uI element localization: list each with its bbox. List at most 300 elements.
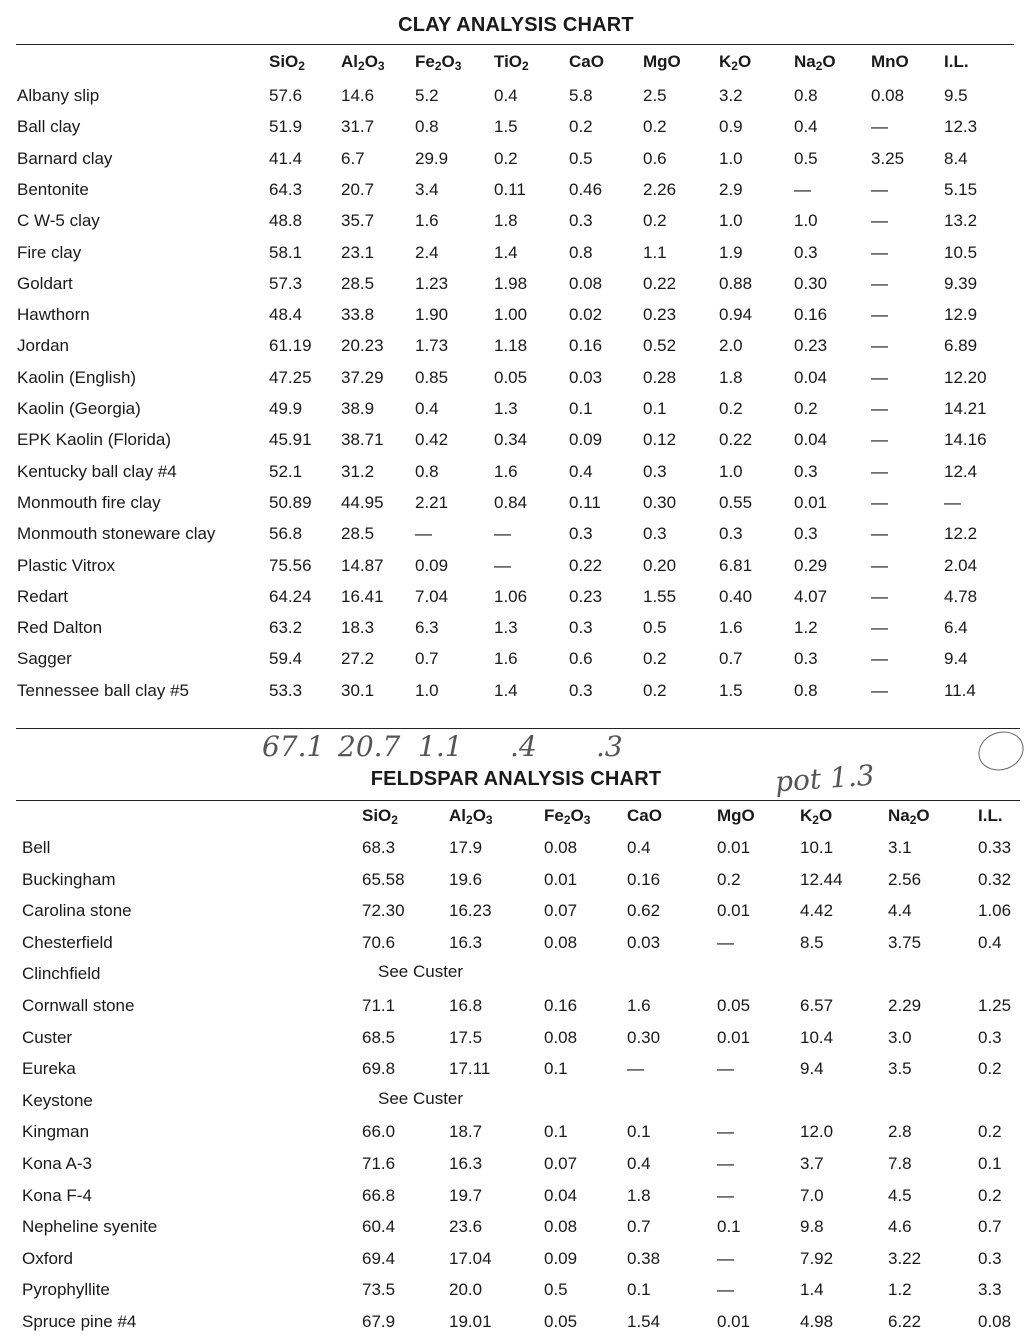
clay-cell: 64.24 — [269, 586, 312, 606]
feldspar-cell: 0.7 — [627, 1217, 651, 1237]
clay-cell: 9.4 — [944, 649, 968, 669]
clay-cell: 1.8 — [719, 367, 743, 387]
clay-cell: 0.2 — [643, 649, 667, 669]
clay-cell: — — [871, 242, 888, 262]
clay-cell: 0.3 — [643, 524, 667, 544]
clay-cell: 0.22 — [569, 555, 603, 575]
feldspar-cell: — — [717, 932, 734, 952]
feldspar-cell: 17.11 — [449, 1059, 491, 1079]
feldspar-cell: 1.8 — [627, 1185, 651, 1205]
handwritten-value: 20.7 — [338, 730, 401, 763]
clay-cell: 0.94 — [719, 305, 753, 325]
clay-cell: 1.1 — [643, 242, 667, 262]
feldspar-cell: 19.01 — [449, 1312, 492, 1331]
clay-col-header: SiO$_2$ — [269, 52, 305, 73]
clay-col-header: MnO — [871, 52, 909, 71]
feldspar-cell: 3.5 — [888, 1059, 912, 1079]
clay-cell: 38.71 — [341, 430, 384, 450]
clay-cell: 2.5 — [643, 86, 667, 105]
feldspar-col-header: $Al_2O_3$ — [449, 806, 493, 827]
clay-row-name: Bentonite — [17, 179, 89, 199]
clay-row-name: Hawthorn — [17, 305, 90, 325]
feldspar-cell: 0.3 — [978, 1248, 1002, 1268]
clay-cell: 3.25 — [871, 148, 905, 168]
subscript: 2 — [815, 59, 823, 73]
clay-cell: 0.4 — [415, 399, 439, 418]
clay-cell: 1.5 — [719, 680, 743, 700]
feldspar-row-name: Buckingham — [22, 869, 116, 889]
feldspar-cell: — — [717, 1280, 734, 1300]
clay-cell: — — [871, 586, 888, 606]
clay-cell: 0.3 — [794, 242, 818, 262]
feldspar-cell: 19.6 — [449, 869, 483, 889]
clay-cell: — — [494, 555, 511, 575]
subscript: 2 — [466, 813, 473, 827]
clay-cell: 0.9 — [719, 117, 743, 137]
handwritten-value: .4 — [510, 730, 537, 763]
feldspar-cell: 3.75 — [888, 932, 922, 952]
clay-cell: — — [871, 649, 888, 669]
feldspar-cell: 60.4 — [362, 1217, 396, 1237]
clay-row-name: Kaolin (Georgia) — [17, 399, 141, 418]
feldspar-col-header: $Na_2O$ — [888, 806, 930, 827]
clay-cell: 1.3 — [494, 618, 518, 638]
clay-cell: 6.4 — [944, 618, 968, 638]
clay-cell: 0.34 — [494, 430, 528, 450]
clay-cell: 58.1 — [269, 242, 303, 262]
clay-cell: 20.23 — [341, 336, 384, 356]
feldspar-cell: 0.05 — [544, 1312, 578, 1331]
clay-cell: 38.9 — [341, 399, 375, 418]
clay-row-name: Redart — [17, 586, 69, 606]
subscript: 2 — [909, 813, 917, 827]
clay-cell: 63.2 — [269, 618, 303, 638]
clay-cell: 41.4 — [269, 148, 303, 168]
clay-col-header: MgO — [643, 52, 681, 71]
feldspar-cell: 7.8 — [888, 1154, 912, 1173]
clay-cell: 1.23 — [415, 273, 449, 293]
subscript: 3 — [454, 59, 462, 73]
clay-row-name: Ball clay — [17, 117, 81, 137]
clay-cell: 48.8 — [269, 211, 303, 231]
clay-cell: 1.6 — [415, 211, 439, 231]
clay-cell: 2.04 — [944, 555, 978, 575]
feldspar-cell: 73.5 — [362, 1280, 396, 1300]
feldspar-cell: 0.16 — [544, 996, 578, 1015]
feldspar-cell: 0.09 — [544, 1248, 578, 1268]
feldspar-cell: 0.01 — [717, 901, 751, 921]
clay-cell: 0.04 — [794, 367, 828, 387]
subscript: 2 — [522, 59, 529, 73]
subscript: 2 — [731, 59, 738, 73]
clay-row-name: Plastic Vitrox — [17, 555, 115, 575]
clay-cell: 0.2 — [643, 117, 667, 137]
clay-cell: — — [871, 680, 888, 700]
clay-cell: 1.4 — [494, 242, 518, 262]
feldspar-cell: 0.4 — [627, 1154, 651, 1173]
clay-cell: 57.3 — [269, 273, 303, 293]
clay-cell: 0.1 — [643, 399, 667, 418]
clay-cell: 0.3 — [794, 649, 818, 669]
clay-cell: — — [871, 399, 888, 418]
clay-cell: 0.42 — [415, 430, 449, 450]
clay-row-name: Albany slip — [17, 86, 100, 105]
clay-cell: 20.7 — [341, 179, 375, 199]
clay-chart-title: CLAY ANALYSIS CHART — [398, 14, 634, 36]
feldspar-cell: 0.3 — [978, 1027, 1002, 1047]
feldspar-cell: 0.32 — [978, 869, 1012, 889]
feldspar-row-name: Eureka — [22, 1059, 76, 1079]
feldspar-row-name: Chesterfield — [22, 932, 113, 952]
feldspar-row-name: Kingman — [22, 1122, 90, 1142]
feldspar-header-rule — [16, 800, 1020, 801]
feldspar-cell: 16.8 — [449, 996, 483, 1015]
clay-cell: 0.85 — [415, 367, 449, 387]
clay-cell: 37.29 — [341, 367, 384, 387]
clay-cell: 0.04 — [794, 430, 828, 450]
feldspar-cell: 0.01 — [717, 838, 751, 857]
feldspar-row-name: Bell — [22, 838, 51, 857]
clay-cell: 53.3 — [269, 680, 303, 700]
subscript: 3 — [583, 813, 591, 827]
clay-row-name: Monmouth stoneware clay — [17, 524, 216, 544]
clay-cell: 0.8 — [415, 461, 439, 481]
clay-cell: 1.0 — [415, 680, 439, 700]
subscript: 2 — [391, 813, 398, 827]
feldspar-cell: 66.0 — [362, 1122, 396, 1142]
clay-cell: 12.4 — [944, 461, 978, 481]
section-divider — [16, 728, 1020, 729]
clay-row-name: Goldart — [17, 273, 73, 293]
clay-cell: 12.2 — [944, 524, 978, 544]
feldspar-cell: — — [717, 1059, 734, 1079]
feldspar-cell: 23.6 — [449, 1217, 483, 1237]
clay-cell: 0.40 — [719, 586, 753, 606]
feldspar-cell: 68.3 — [362, 838, 396, 857]
clay-cell: 44.95 — [341, 492, 384, 512]
clay-cell: 0.5 — [794, 148, 818, 168]
feldspar-col-header: SiO$_2$ — [362, 806, 398, 827]
clay-cell: 1.0 — [719, 461, 743, 481]
clay-row-name: Red Dalton — [17, 618, 103, 638]
feldspar-cell: 67.9 — [362, 1312, 396, 1331]
clay-cell: 27.2 — [341, 649, 375, 669]
clay-cell: 1.98 — [494, 273, 528, 293]
clay-cell: — — [871, 524, 888, 544]
clay-cell: 1.00 — [494, 305, 528, 325]
clay-cell: 57.6 — [269, 86, 303, 105]
clay-cell: 0.05 — [494, 367, 528, 387]
feldspar-cell: 2.56 — [888, 869, 922, 889]
feldspar-cell: 0.4 — [978, 932, 1002, 952]
feldspar-cell: 6.57 — [800, 996, 834, 1015]
clay-cell: 8.4 — [944, 148, 968, 168]
clay-cell: 0.28 — [643, 367, 677, 387]
feldspar-cell: 8.5 — [800, 932, 824, 952]
clay-cell: 0.16 — [794, 305, 828, 325]
clay-cell: 0.22 — [643, 273, 677, 293]
feldspar-cell: 12.0 — [800, 1122, 834, 1142]
clay-cell: 1.9 — [719, 242, 743, 262]
clay-cell: 1.6 — [494, 649, 518, 669]
feldspar-cell: 0.01 — [717, 1027, 751, 1047]
clay-cell: — — [494, 524, 511, 544]
clay-col-header: TiO$_2$ — [494, 52, 529, 73]
clay-cell: 1.6 — [494, 461, 518, 481]
clay-cell: 0.3 — [569, 680, 593, 700]
clay-cell: 16.41 — [341, 586, 384, 606]
clay-cell: 0.11 — [569, 492, 601, 512]
feldspar-row-name: Pyrophyllite — [22, 1280, 110, 1300]
clay-cell: 0.30 — [643, 492, 677, 512]
feldspar-cell: 20.0 — [449, 1280, 483, 1300]
clay-row-name: Kentucky ball clay #4 — [17, 461, 177, 481]
feldspar-row-name: Spruce pine #4 — [22, 1312, 137, 1331]
feldspar-cell: 2.29 — [888, 996, 922, 1015]
feldspar-cell: 3.0 — [888, 1027, 912, 1047]
clay-cell: 0.4 — [494, 86, 518, 105]
clay-cell: 64.3 — [269, 179, 303, 199]
subscript: 2 — [812, 813, 819, 827]
clay-cell: 0.11 — [494, 179, 526, 199]
clay-cell: 3.4 — [415, 179, 439, 199]
clay-cell: 1.6 — [719, 618, 743, 638]
feldspar-cell: 7.0 — [800, 1185, 824, 1205]
feldspar-cell: — — [717, 1122, 734, 1142]
clay-cell: 9.39 — [944, 273, 978, 293]
feldspar-cell: 17.9 — [449, 838, 483, 857]
feldspar-cell: 66.8 — [362, 1185, 396, 1205]
feldspar-cell: 0.1 — [978, 1154, 1002, 1173]
handwritten-value: 1.1 — [418, 730, 463, 763]
clay-cell: 49.9 — [269, 399, 303, 418]
clay-row-name: Barnard clay — [17, 148, 113, 168]
clay-cell: 18.3 — [341, 618, 375, 638]
clay-cell: 0.3 — [569, 524, 593, 544]
feldspar-cell: 0.08 — [544, 838, 578, 857]
clay-cell: 0.2 — [719, 399, 743, 418]
feldspar-cell: 16.3 — [449, 1154, 483, 1173]
feldspar-cell: 4.5 — [888, 1185, 912, 1205]
clay-cell: 0.23 — [643, 305, 677, 325]
clay-cell: — — [871, 179, 888, 199]
feldspar-cell: 1.25 — [978, 996, 1012, 1015]
clay-cell: 1.8 — [494, 211, 518, 231]
clay-cell: 9.5 — [944, 86, 968, 105]
clay-cell: 0.3 — [719, 524, 743, 544]
clay-cell: — — [871, 430, 888, 450]
feldspar-row-name: Keystone — [22, 1090, 93, 1110]
clay-cell: 0.22 — [719, 430, 753, 450]
clay-cell: — — [871, 618, 888, 638]
clay-cell: 0.3 — [569, 618, 593, 638]
clay-cell: 1.0 — [794, 211, 818, 231]
clay-cell: 47.25 — [269, 367, 312, 387]
clay-cell: 0.5 — [569, 148, 593, 168]
clay-cell: 0.2 — [794, 399, 818, 418]
feldspar-cell: 4.6 — [888, 1217, 912, 1237]
clay-cell: 0.29 — [794, 555, 828, 575]
subscript: 3 — [485, 813, 493, 827]
feldspar-cell: 0.1 — [544, 1122, 568, 1142]
feldspar-cell: 69.8 — [362, 1059, 396, 1079]
clay-cell: 35.7 — [341, 211, 375, 231]
clay-cell: 2.26 — [643, 179, 677, 199]
clay-cell: 0.01 — [794, 492, 828, 512]
clay-cell: 0.08 — [569, 273, 603, 293]
clay-cell: 0.09 — [569, 430, 603, 450]
clay-cell: 5.8 — [569, 86, 593, 105]
clay-cell: 1.73 — [415, 336, 449, 356]
handwritten-value: 67.1 — [262, 730, 325, 763]
clay-cell: 0.03 — [569, 367, 603, 387]
handwritten-pot-note: pot 1.3 — [773, 758, 876, 799]
feldspar-cell: 0.04 — [544, 1185, 578, 1205]
clay-cell: — — [871, 461, 888, 481]
clay-cell: 1.0 — [719, 148, 743, 168]
clay-row-name: Monmouth fire clay — [17, 492, 161, 512]
clay-cell: 1.4 — [494, 680, 518, 700]
clay-cell: — — [871, 492, 888, 512]
clay-cell: 14.16 — [944, 430, 987, 450]
feldspar-row-name: Nepheline syenite — [22, 1217, 158, 1237]
feldspar-cell: 10.1 — [800, 838, 834, 857]
clay-cell: 5.2 — [415, 86, 439, 105]
clay-cell: — — [944, 492, 961, 512]
feldspar-cell: 3.3 — [978, 1280, 1002, 1300]
clay-cell: 0.3 — [794, 524, 818, 544]
feldspar-cell: 0.01 — [544, 869, 578, 889]
clay-col-header: $Na_2O$ — [794, 52, 836, 73]
feldspar-cell: 1.2 — [888, 1280, 912, 1300]
feldspar-row-name: Oxford — [22, 1248, 74, 1268]
feldspar-cell: 3.1 — [888, 838, 912, 857]
clay-cell: 61.19 — [269, 336, 312, 356]
feldspar-cell: 0.07 — [544, 1154, 578, 1173]
clay-cell: 6.7 — [341, 148, 365, 168]
feldspar-cell: 0.4 — [627, 838, 651, 857]
clay-col-header: $Fe_2O_3$ — [415, 52, 462, 73]
feldspar-cell: 71.1 — [362, 996, 396, 1015]
clay-cell: 0.7 — [719, 649, 743, 669]
clay-cell: 0.55 — [719, 492, 753, 512]
clay-cell: 0.46 — [569, 179, 603, 199]
clay-cell: 0.6 — [643, 148, 667, 168]
feldspar-cell: — — [627, 1059, 644, 1079]
clay-cell: 6.81 — [719, 555, 753, 575]
clay-cell: 0.08 — [871, 86, 905, 105]
clay-cell: 28.5 — [341, 273, 375, 293]
clay-cell: 1.0 — [719, 211, 743, 231]
clay-cell: 13.2 — [944, 211, 978, 231]
feldspar-cell: 4.98 — [800, 1312, 834, 1331]
feldspar-cell: 1.06 — [978, 901, 1012, 921]
clay-cell: 0.8 — [569, 242, 593, 262]
feldspar-col-header: $K_2O$ — [800, 806, 833, 827]
clay-cell: — — [871, 117, 888, 137]
feldspar-cell: 1.6 — [627, 996, 651, 1015]
clay-cell: 0.8 — [415, 117, 439, 137]
clay-cell: — — [871, 305, 888, 325]
clay-cell: 1.5 — [494, 117, 518, 137]
subscript: 3 — [377, 59, 385, 73]
clay-cell: — — [871, 211, 888, 231]
feldspar-cell: 0.08 — [544, 1027, 578, 1047]
feldspar-cell: 6.22 — [888, 1312, 922, 1331]
clay-cell: 0.02 — [569, 305, 603, 325]
feldspar-cell: 71.6 — [362, 1154, 396, 1173]
feldspar-col-header: MgO — [717, 806, 755, 825]
feldspar-cell: 0.03 — [627, 932, 661, 952]
feldspar-row-name: Kona F-4 — [22, 1185, 92, 1205]
feldspar-cell: 0.2 — [978, 1122, 1002, 1142]
feldspar-cell: 9.4 — [800, 1059, 824, 1079]
feldspar-cell: 65.58 — [362, 869, 405, 889]
clay-row-name: C W-5 clay — [17, 211, 100, 231]
feldspar-cell: 0.1 — [627, 1122, 651, 1142]
clay-cell: — — [415, 524, 432, 544]
clay-cell: 4.78 — [944, 586, 978, 606]
feldspar-row-note: See Custer — [378, 1088, 464, 1108]
feldspar-cell: 69.4 — [362, 1248, 396, 1268]
clay-cell: 12.3 — [944, 117, 978, 137]
clay-cell: 31.7 — [341, 117, 375, 137]
clay-cell: 1.55 — [643, 586, 677, 606]
clay-cell: 0.30 — [794, 273, 828, 293]
clay-cell: 1.3 — [494, 399, 518, 418]
feldspar-row-name: Carolina stone — [22, 901, 132, 921]
clay-row-name: Jordan — [17, 336, 69, 356]
feldspar-cell: 2.8 — [888, 1122, 912, 1142]
feldspar-cell: 0.5 — [544, 1280, 568, 1300]
clay-cell: 33.8 — [341, 305, 375, 325]
feldspar-cell: 0.33 — [978, 838, 1012, 857]
feldspar-cell: — — [717, 1248, 734, 1268]
feldspar-cell: 0.08 — [978, 1312, 1012, 1331]
feldspar-cell: 0.62 — [627, 901, 661, 921]
clay-cell: 0.2 — [569, 117, 593, 137]
feldspar-cell: 10.4 — [800, 1027, 834, 1047]
subscript: 2 — [298, 59, 305, 73]
feldspar-cell: 0.08 — [544, 932, 578, 952]
clay-cell: 0.20 — [643, 555, 677, 575]
clay-row-name: EPK Kaolin (Florida) — [17, 430, 172, 450]
feldspar-row-name: Kona A-3 — [22, 1154, 92, 1173]
clay-cell: 75.56 — [269, 555, 312, 575]
feldspar-row-name: Custer — [22, 1027, 73, 1047]
clay-cell: 0.52 — [643, 336, 677, 356]
feldspar-chart-title: FELDSPAR ANALYSIS CHART — [370, 768, 662, 790]
subscript: 2 — [563, 813, 571, 827]
subscript: 2 — [358, 59, 365, 73]
clay-cell: 5.15 — [944, 179, 978, 199]
clay-cell: 0.2 — [643, 211, 667, 231]
clay-cell: 1.2 — [794, 618, 818, 638]
feldspar-cell: 1.54 — [627, 1312, 661, 1331]
feldspar-col-header: I.L. — [978, 806, 1003, 825]
clay-cell: 0.3 — [643, 461, 667, 481]
clay-cell: 12.20 — [944, 367, 987, 387]
feldspar-cell: 0.01 — [717, 1312, 751, 1331]
clay-row-name: Fire clay — [17, 242, 82, 262]
clay-cell: 0.8 — [794, 86, 818, 105]
feldspar-cell: 17.5 — [449, 1027, 483, 1047]
feldspar-cell: 0.38 — [627, 1248, 661, 1268]
feldspar-cell: 16.23 — [449, 901, 492, 921]
clay-cell: 2.0 — [719, 336, 743, 356]
feldspar-cell: 72.30 — [362, 901, 405, 921]
clay-cell: 1.90 — [415, 305, 449, 325]
